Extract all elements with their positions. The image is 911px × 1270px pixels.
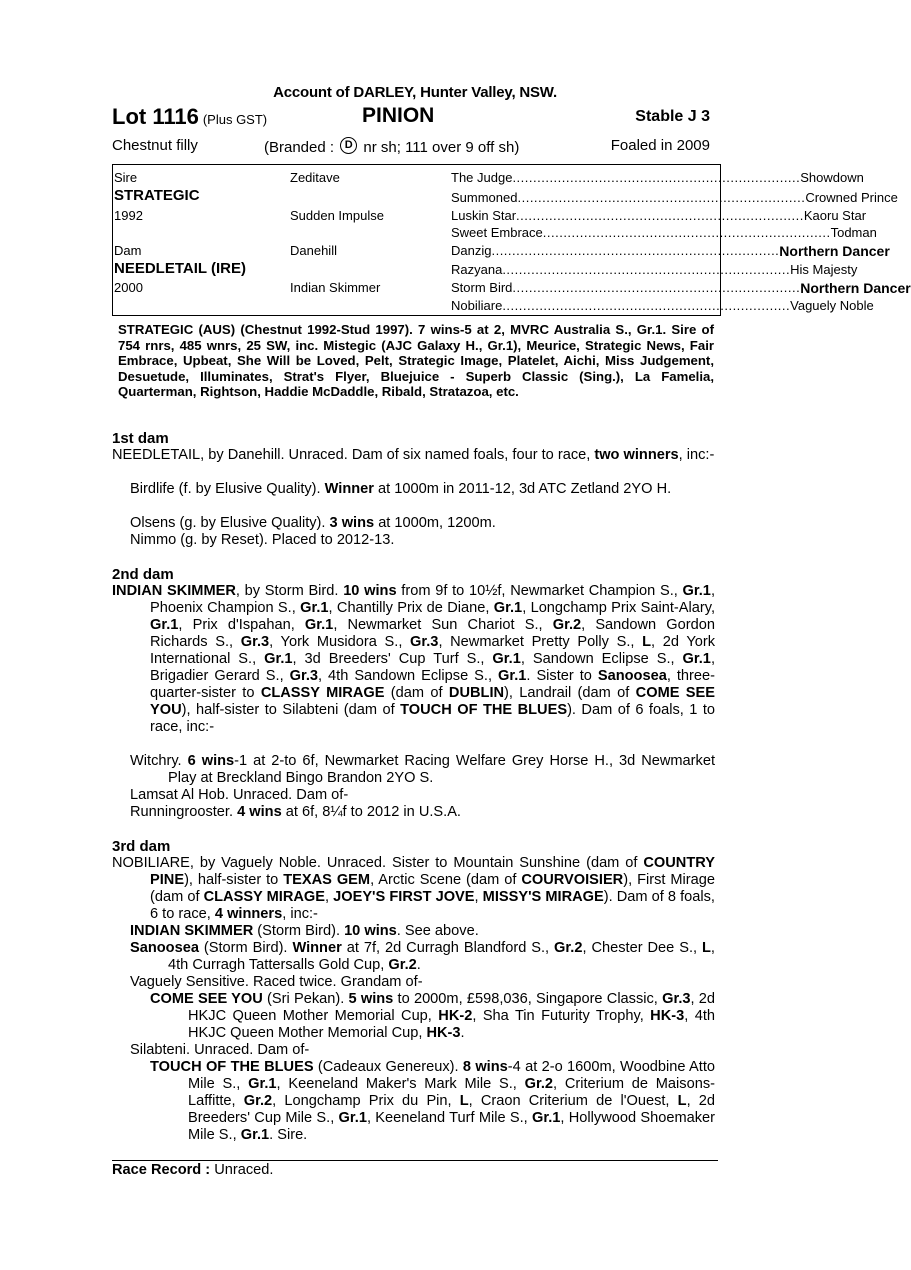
text-run: (Cadeaux Genereux). xyxy=(313,1059,463,1075)
grand-foal-entry xyxy=(150,1059,715,1144)
text-run: -1 at 2-to 6f, Newmarket Racing Welfare Grey Horse H., 3d Newmarket Play at Breckland Bingo Brandon 2YO S. xyxy=(168,753,716,786)
text-run: , Newmarket Sun Chariot S., xyxy=(333,617,553,633)
third-dam-heading: 3rd dam xyxy=(112,838,171,855)
branded-prefix: (Branded : xyxy=(264,139,335,156)
text-run: , by Storm Bird. xyxy=(235,583,344,599)
g3-row xyxy=(451,280,911,296)
foal-entry xyxy=(130,804,715,821)
dam-dam: Indian Skimmer xyxy=(290,280,381,295)
foal-entry: Silabteni. Unraced. Dam of- xyxy=(130,1042,310,1058)
text-run-bold: COUNTRY PINE xyxy=(150,855,715,888)
sire-year: 1992 xyxy=(114,208,143,223)
leader-dots: ...................................................................... xyxy=(512,280,801,295)
dam-label: Dam xyxy=(114,243,142,258)
first-dam-intro xyxy=(112,447,715,464)
g3-name: Sweet Embrace xyxy=(451,225,543,240)
text-run: , 2d Breeders' Cup Mile S., xyxy=(188,1093,715,1126)
text-run-bold: Gr.1 xyxy=(338,1110,367,1126)
g3-name: Razyana xyxy=(451,262,503,277)
sire-label: Sire xyxy=(114,170,138,185)
text-run: ), First Mirage (dam of xyxy=(150,872,716,905)
text-run-bold: CLASSY MIRAGE xyxy=(260,685,385,701)
text-run: , Longchamp Prix du Pin, xyxy=(272,1093,460,1109)
sex-colour: Chestnut filly xyxy=(112,137,198,154)
foal-entry xyxy=(130,753,715,787)
text-run-bold: Gr.1 xyxy=(493,600,523,616)
leader-dots: ...................................................................... xyxy=(512,170,801,185)
dam-year: 2000 xyxy=(114,280,143,295)
text-run-bold: CLASSY MIRAGE xyxy=(203,889,325,905)
text-run: , Keeneland Turf Mile S., xyxy=(366,1110,532,1126)
g3-sire: Kaoru Star xyxy=(803,208,867,223)
account-line: Account of DARLEY, Hunter Valley, NSW. xyxy=(273,84,557,101)
text-run: , 2d York International S., xyxy=(150,634,715,667)
text-run-bold: Gr.1 xyxy=(240,1127,270,1143)
text-run: , inc:- xyxy=(282,906,318,922)
foal-entry xyxy=(130,481,715,498)
text-run: , Keeneland Maker's Mark Mile S., xyxy=(276,1076,525,1092)
brand-info xyxy=(264,137,519,156)
text-run-bold: COME SEE YOU xyxy=(150,685,715,718)
leader-dots: ...................................................................... xyxy=(516,208,804,223)
horse-name: PINION xyxy=(362,104,435,127)
text-run-bold: 10 wins xyxy=(343,583,397,599)
text-run: at 1000m, 1200m. xyxy=(374,515,496,531)
text-run-bold: Gr.2 xyxy=(554,940,583,956)
lot-line xyxy=(112,104,718,130)
g3-name: Summoned xyxy=(451,190,518,205)
g3-name: Luskin Star xyxy=(451,208,517,223)
g3-row xyxy=(451,190,898,205)
text-run: (Storm Bird). xyxy=(253,923,345,939)
brand-circle-icon: D xyxy=(340,137,357,154)
g3-row xyxy=(451,208,867,223)
text-run: Witchry. xyxy=(130,753,188,769)
text-run-bold: Gr.1 xyxy=(264,651,293,667)
text-run: , Hollywood Shoemaker Mile S., xyxy=(188,1110,715,1143)
text-run: Birdlife (f. by Elusive Quality). xyxy=(130,481,325,497)
text-run-bold: Gr.1 xyxy=(150,617,179,633)
text-run-bold: L xyxy=(642,634,652,650)
text-run: -4 at 2-o 1600m, Woodbine Atto Mile S., xyxy=(188,1059,716,1092)
text-run-bold: HK-3 xyxy=(650,1008,685,1024)
race-record-label: Race Record : xyxy=(112,1162,211,1178)
text-run: (dam of xyxy=(384,685,449,701)
text-run: , Sandown Eclipse S., xyxy=(520,651,683,667)
text-run: , Newmarket Pretty Polly S., xyxy=(438,634,643,650)
text-run-bold: TOUCH OF THE BLUES xyxy=(150,1059,314,1075)
text-run: , Prix d'Ispahan, xyxy=(178,617,305,633)
g3-row xyxy=(451,170,864,185)
lot-number xyxy=(112,104,267,130)
text-run-bold: Gr.1 xyxy=(492,651,521,667)
text-run: ), half-sister to Silabteni (dam of xyxy=(181,702,401,718)
text-run-bold: Gr.1 xyxy=(300,600,329,616)
text-run-bold: MISSY'S MIRAGE xyxy=(482,889,604,905)
text-run: , Arctic Scene (dam of xyxy=(370,872,522,888)
foal-entry xyxy=(130,515,715,532)
text-run-bold: Gr.3 xyxy=(289,668,319,684)
text-run: Olsens (g. by Elusive Quality). xyxy=(130,515,330,531)
text-run: (Sri Pekan). xyxy=(262,991,349,1007)
first-dam-heading: 1st dam xyxy=(112,430,169,447)
text-run: , three-quarter-sister to xyxy=(150,668,715,701)
text-run: , xyxy=(324,889,334,905)
text-run: , Longchamp Prix Saint-Alary, xyxy=(522,600,715,616)
text-run-bold: Gr.1 xyxy=(682,651,711,667)
text-run-bold: Gr.3 xyxy=(240,634,270,650)
text-run-bold: Gr.1 xyxy=(498,668,527,684)
text-run-bold: Gr.2 xyxy=(388,957,417,973)
branded-suffix: nr sh; 111 over 9 off sh) xyxy=(363,139,520,156)
dam-name: NEEDLETAIL (IRE) xyxy=(114,260,246,277)
text-run-bold: COME SEE YOU xyxy=(150,991,263,1007)
g3-name: The Judge xyxy=(451,170,513,185)
text-run-bold: Gr.3 xyxy=(662,991,691,1007)
text-run-bold: 10 wins xyxy=(344,923,397,939)
text-run: , Brigadier Gerard S., xyxy=(150,651,715,684)
g3-name: Storm Bird xyxy=(451,280,513,295)
g3-row xyxy=(451,298,874,313)
text-run: . Sister to xyxy=(526,668,598,684)
text-run-bold: L xyxy=(459,1093,469,1109)
text-run: (Storm Bird). xyxy=(198,940,293,956)
text-run: to 2000m, £598,036, Singapore Classic, xyxy=(393,991,663,1007)
text-run-bold: Gr.3 xyxy=(410,634,439,650)
g3-sire: Todman xyxy=(830,225,877,240)
text-run-bold: 8 wins xyxy=(462,1059,508,1075)
text-run: . Sire. xyxy=(269,1127,308,1143)
leader-dots: ...................................................................... xyxy=(491,243,780,258)
text-run: , York Musidora S., xyxy=(269,634,411,650)
text-run-bold: Gr.1 xyxy=(682,583,711,599)
text-run: NEEDLETAIL, by Danehill. Unraced. Dam of six named foals, four to race, xyxy=(112,447,595,463)
text-run-bold: 4 wins xyxy=(237,804,282,820)
g3-sire: Crowned Prince xyxy=(805,190,898,205)
text-run-bold: Gr.1 xyxy=(248,1076,277,1092)
g3-sire: Vaguely Noble xyxy=(790,298,874,313)
text-run-bold: COURVOISIER xyxy=(521,872,624,888)
text-run: ). Dam of 8 foals, 6 to race, xyxy=(150,889,715,922)
text-run-bold: INDIAN SKIMMER xyxy=(112,583,236,599)
text-run: , Sandown Gordon Richards S., xyxy=(150,617,715,650)
text-run-bold: HK-3 xyxy=(426,1025,461,1041)
sire-summary: STRATEGIC (AUS) (Chestnut 1992-Stud 1997). 7 wins-5 at 2, MVRC Australia S., Gr.1. Sire of 754 rnrs, 485 wnrs, 25 SW, inc. Mistegic (AJC Galaxy H., Gr.1), Meurice, Strategic News, Fair Embrace, Upbeat, She Will be Loved, Pelt, Strategic Image, Platelet, Aichi, Miss Judgement, Desuetude, Illuminates, Strat's Flyer, Bluejuice - Superb Classic (Sing.), La Famelia, Quarterman, Rightson, Haddie McDaddle, Ribald, Stratazoa, etc. xyxy=(118,322,714,400)
sire-name: STRATEGIC xyxy=(114,187,200,204)
text-run: ). Dam of 6 foals, 1 to race, inc:- xyxy=(150,702,716,735)
g3-row xyxy=(451,243,890,259)
text-run-bold: INDIAN SKIMMER xyxy=(130,923,254,939)
race-record-value: Unraced. xyxy=(210,1162,274,1178)
text-run: , Sha Tin Futurity Trophy, xyxy=(472,1008,651,1024)
text-run-bold: Sanoosea xyxy=(597,668,667,684)
divider xyxy=(112,1160,718,1161)
g3-sire: Northern Dancer xyxy=(779,243,890,259)
dam-sire: Danehill xyxy=(290,243,337,258)
text-run: at 1000m in 2011-12, 3d ATC Zetland 2YO H. xyxy=(373,481,672,497)
foal-entry: Vaguely Sensitive. Raced twice. Grandam of- xyxy=(130,974,423,990)
text-run: , 4th HKJC Queen Mother Memorial Cup, xyxy=(188,1008,715,1041)
g3-name: Nobiliare xyxy=(451,298,503,313)
leader-dots: ...................................................................... xyxy=(517,190,806,205)
text-run: , xyxy=(474,889,483,905)
grand-foal-entry xyxy=(150,991,715,1042)
leader-dots: ...................................................................... xyxy=(542,225,831,240)
text-run-bold: Gr.2 xyxy=(524,1076,554,1092)
foal-entry: Lamsat Al Hob. Unraced. Dam of- xyxy=(130,787,349,803)
foaled-year: Foaled in 2009 xyxy=(610,137,710,154)
text-run: , Craon Criterium de l'Ouest, xyxy=(468,1093,678,1109)
third-dam-intro xyxy=(112,855,715,923)
g3-sire: His Majesty xyxy=(790,262,858,277)
text-run-bold: 3 wins xyxy=(329,515,375,531)
text-run-bold: L xyxy=(677,1093,687,1109)
second-dam-intro xyxy=(112,583,715,736)
text-run-bold: Gr.2 xyxy=(243,1093,273,1109)
plus-gst: (Plus GST) xyxy=(202,112,268,127)
text-run: , Chantilly Prix de Diane, xyxy=(328,600,494,616)
text-run-bold: DUBLIN xyxy=(448,685,505,701)
text-run: . See above. xyxy=(396,923,479,939)
text-run: NOBILIARE, by Vaguely Noble. Unraced. Sister to Mountain Sunshine (dam of xyxy=(112,855,644,871)
text-run: ), half-sister to xyxy=(184,872,284,888)
leader-dots: ...................................................................... xyxy=(502,298,791,313)
foal-entry xyxy=(130,923,715,940)
text-run-bold: 5 wins xyxy=(348,991,394,1007)
sire-dam: Sudden Impulse xyxy=(290,208,384,223)
text-run-bold: HK-2 xyxy=(438,1008,473,1024)
text-run-bold: two winners xyxy=(594,447,679,463)
text-run: Runningrooster. xyxy=(130,804,238,820)
g3-row xyxy=(451,225,877,240)
text-run-bold: JOEY'S FIRST JOVE xyxy=(333,889,475,905)
text-run-bold: Gr.2 xyxy=(552,617,582,633)
sire-sire: Zeditave xyxy=(290,170,340,185)
text-run: , 4th Curragh Tattersalls Gold Cup, xyxy=(168,940,715,973)
foal-entry: Nimmo (g. by Reset). Placed to 2012-13. xyxy=(130,532,395,548)
g3-sire: Northern Dancer xyxy=(800,280,911,296)
pedigree-box xyxy=(112,164,911,316)
foal-entry xyxy=(130,940,715,974)
g3-name: Danzig xyxy=(451,243,492,258)
lot-label: Lot 1116 xyxy=(112,104,199,129)
text-run: , 4th Sandown Eclipse S., xyxy=(318,668,498,684)
text-run: . xyxy=(416,957,421,973)
g3-sire: Showdown xyxy=(800,170,864,185)
text-run-bold: Gr.1 xyxy=(532,1110,561,1126)
text-run-bold: Gr.1 xyxy=(304,617,334,633)
text-run-bold: 6 wins xyxy=(187,753,235,769)
text-run: ), Landrail (dam of xyxy=(504,685,636,701)
text-run: , 3d Breeders' Cup Turf S., xyxy=(292,651,493,667)
second-dam-heading: 2nd dam xyxy=(112,566,174,583)
text-run-bold: TEXAS GEM xyxy=(283,872,371,888)
stable-label: Stable J 3 xyxy=(635,108,710,125)
race-record xyxy=(112,1162,273,1178)
leader-dots: ...................................................................... xyxy=(502,262,791,277)
text-run-bold: L xyxy=(702,940,711,956)
text-run: , inc:- xyxy=(678,447,715,463)
text-run-bold: TOUCH OF THE BLUES xyxy=(400,702,568,718)
text-run: , 2d HKJC Queen Mother Memorial Cup, xyxy=(188,991,716,1024)
text-run: . xyxy=(460,1025,465,1041)
g3-row xyxy=(451,262,858,277)
text-run: , Phoenix Champion S., xyxy=(150,583,715,616)
text-run: from 9f to 10½f, Newmarket Champion S., xyxy=(396,583,683,599)
text-run: , Chester Dee S., xyxy=(582,940,702,956)
text-run-bold: Sanoosea xyxy=(130,940,199,956)
text-run: at 7f, 2d Curragh Blandford S., xyxy=(341,940,555,956)
text-run-bold: Winner xyxy=(292,940,342,956)
text-run-bold: Winner xyxy=(324,481,374,497)
text-run-bold: 4 winners xyxy=(214,906,283,922)
text-run: at 6f, 8¼f to 2012 in U.S.A. xyxy=(281,804,461,820)
text-run: , Criterium de Maisons-Laffitte, xyxy=(188,1076,715,1109)
